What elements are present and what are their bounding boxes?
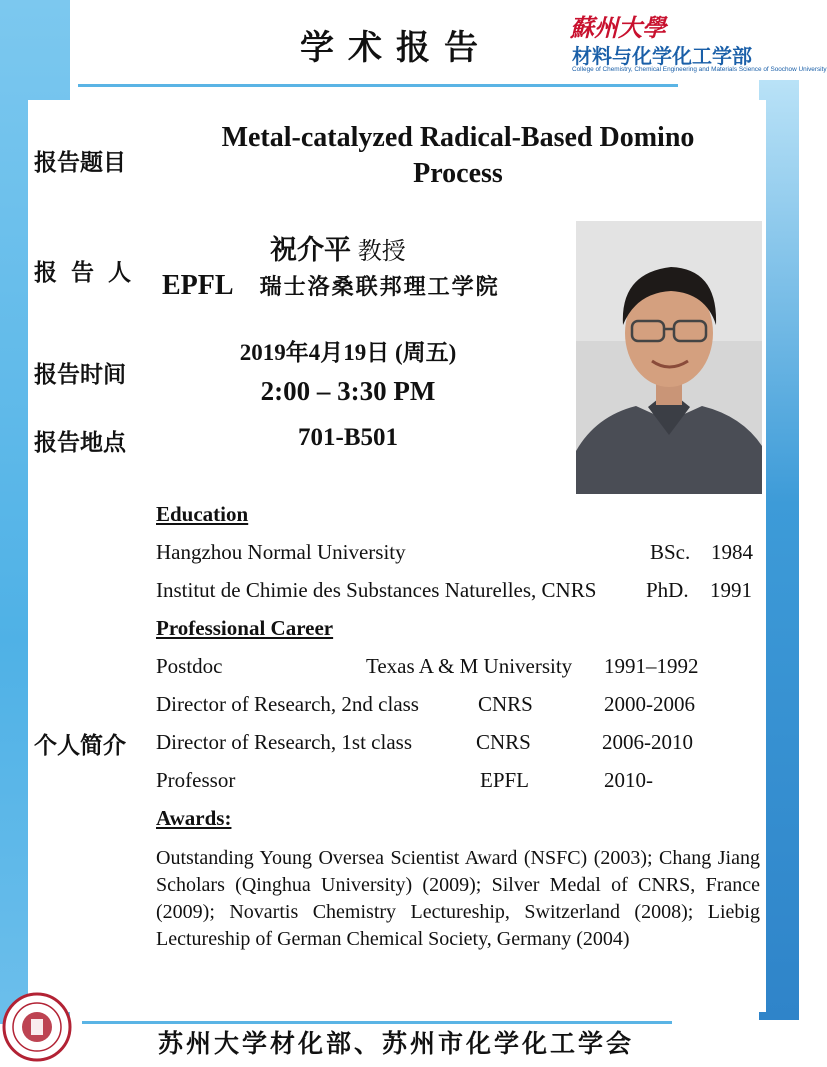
talk-date: 2019年4月19日 (周五) xyxy=(239,340,457,365)
logo-college-name: 材料与化学化工学部 xyxy=(572,44,752,68)
affiliation-abbr: EPFL xyxy=(162,270,234,301)
talk-title-line-2: Process xyxy=(413,158,503,189)
portrait-illustration xyxy=(576,221,762,494)
career-position: Director of Research, 1st class xyxy=(156,730,412,754)
talk-room: 701-B501 xyxy=(298,424,398,451)
career-years: 2000-2006 xyxy=(604,692,695,716)
college-logo xyxy=(562,6,827,78)
seal-icon xyxy=(2,992,72,1062)
education-degree: PhD. xyxy=(646,578,689,602)
education-year: 1991 xyxy=(710,578,752,602)
career-position: Director of Research, 2nd class xyxy=(156,692,419,716)
education-degree: BSc. xyxy=(650,540,691,564)
career-position: Professor xyxy=(156,768,236,792)
speaker-name xyxy=(270,228,406,267)
speaker-title: 教授 xyxy=(357,237,406,265)
career-years: 1991–1992 xyxy=(604,654,699,678)
talk-time: 2:00 – 3:30 PM xyxy=(260,376,436,406)
label-bio: 个人简介 xyxy=(34,732,126,759)
career-position: Postdoc xyxy=(156,654,223,678)
career-org: CNRS xyxy=(478,692,533,716)
career-org: EPFL xyxy=(480,768,530,792)
university-seal xyxy=(2,992,72,1062)
label-venue: 报告地点 xyxy=(34,429,126,456)
logo-college-english: College of Chemistry, Chemical Engineering and Materials Science of Soochow University xyxy=(572,66,827,73)
page-title: 学术报告 xyxy=(300,28,492,68)
speaker-affiliation xyxy=(162,270,500,302)
speaker-name-text: 祝介平 xyxy=(270,235,351,266)
logo-university-name: 蘇州大學 xyxy=(570,13,666,42)
education-row xyxy=(156,540,406,565)
career-org: CNRS xyxy=(476,730,531,754)
career-years: 2006-2010 xyxy=(602,730,693,754)
career-org: Texas A & M University xyxy=(366,654,573,678)
awards-heading: Awards: xyxy=(156,806,232,830)
awards-text: Outstanding Young Oversea Scientist Award (NSFC) (2003); Chang Jiang Scholars (Qinghua University) (2009); Silver Medal of CNRS, France (2009); Novartis Chemistry Lectureship, Switzerland (2008); Liebig Lectureship of German Chemical Society, Germany (2004) xyxy=(156,847,760,950)
education-row xyxy=(156,578,596,603)
label-time: 报告时间 xyxy=(34,361,126,388)
education-school: Institut de Chimie des Substances Naturelles, CNRS xyxy=(156,578,597,602)
talk-title-line-1: Metal-catalyzed Radical-Based Domino xyxy=(221,122,695,153)
label-speaker: 报告人 xyxy=(34,259,145,286)
education-year: 1984 xyxy=(711,540,753,564)
talk-title xyxy=(168,120,748,192)
speaker-photo xyxy=(576,221,762,494)
career-years: 2010- xyxy=(604,768,653,792)
career-heading: Professional Career xyxy=(156,616,334,640)
label-topic: 报告题目 xyxy=(34,149,126,176)
affiliation-cn: 瑞士洛桑联邦理工学院 xyxy=(259,274,500,300)
education-school: Hangzhou Normal University xyxy=(156,540,406,564)
header-divider xyxy=(78,84,678,87)
footer-organizers: 苏州大学材化部、苏州市化学化工学会 xyxy=(158,1029,635,1058)
education-heading: Education xyxy=(156,502,249,526)
